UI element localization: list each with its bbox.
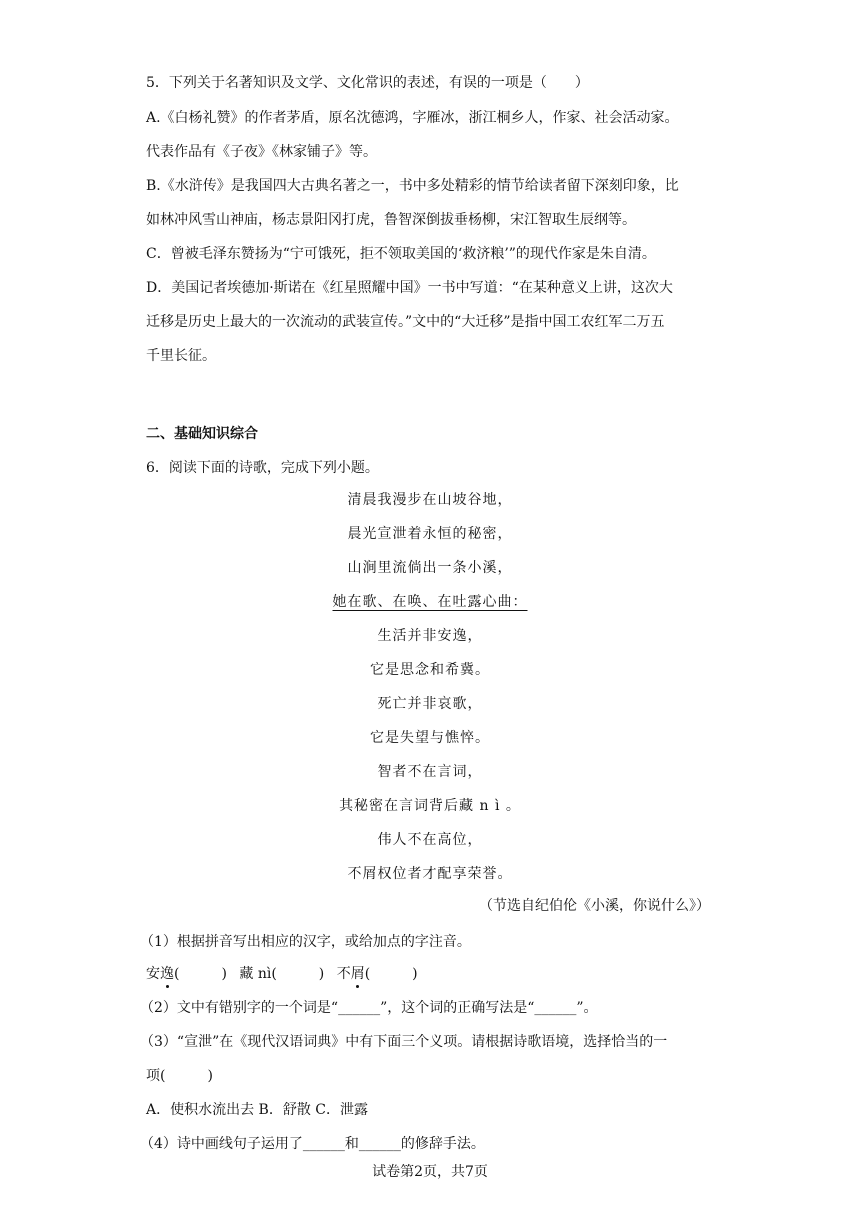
q5-option-d-line2: 迁移是历史上最大的一次流动的武装宣传。”文中的“大迁移”是指中国工农红军二万五	[146, 314, 665, 330]
item-b: 藏 nì( )	[239, 966, 325, 982]
poem-line-underlined: 她在歌、在唤、在吐露心曲：	[332, 594, 528, 610]
poem-source: （节选自纪伯伦《小溪，你说什么》）	[479, 898, 710, 914]
q5-option-a-line1: A.《白杨礼赞》的作者茅盾，原名沈德鸿，字雁冰，浙江桐乡人，作家、社会活动家。	[146, 110, 679, 126]
q6-sub3-line2: 项( )	[146, 1068, 213, 1084]
q5-option-c: C．曾被毛泽东赞扬为“宁可饿死，拒不领取美国的‘救济粮’”的现代作家是朱自清。	[146, 246, 656, 262]
dotted-char: 屑	[350, 966, 365, 982]
page-footer: 试卷第2页，共7页	[372, 1164, 488, 1180]
poem-line: 不屑权位者才配享荣誉。	[347, 866, 513, 882]
poem-line: 它是失望与憔悴。	[370, 730, 490, 746]
item-c-prefix: 不	[336, 966, 351, 982]
poem-line: 山涧里流倘出一条小溪，	[347, 560, 513, 576]
q5-option-a-line2: 代表作品有《子夜》《林家铺子》等。	[146, 144, 377, 160]
poem-line-underlined-wrap	[0, 592, 860, 612]
poem-line: 智者不在言词，	[377, 764, 483, 780]
answer-blank: ( )	[364, 966, 418, 982]
q6-sub1: （1）根据拼音写出相应的汉字，或给加点的字注音。	[140, 934, 471, 950]
poem-line: 其秘密在言词背后藏 n ì 。	[339, 798, 521, 814]
q6-sub3-line1: （3）“宣泄”在《现代汉语词典》中有下面三个义项。请根据诗歌语境，选择恰当的一	[140, 1034, 668, 1050]
dotted-char: 逸	[160, 966, 174, 982]
section-title: 二、基础知识综合	[146, 426, 258, 442]
q6-sub1-items	[146, 964, 418, 984]
q6-stem: 6．阅读下面的诗歌，完成下列小题。	[146, 460, 379, 476]
poem-line: 伟人不在高位，	[377, 832, 483, 848]
poem-line: 清晨我漫步在山坡谷地，	[347, 492, 513, 508]
poem-line: 生活并非安逸，	[377, 628, 483, 644]
q6-sub4: （4）诗中画线句子运用了______和______的修辞手法。	[140, 1136, 485, 1152]
q6-sub3-options: A．使积水流出去 B．舒散 C．泄露	[146, 1102, 369, 1118]
q6-sub2: （2）文中有错别字的一个词是“______”，这个词的正确写法是“______”。	[140, 1000, 598, 1016]
q5-option-d-line3: 千里长征。	[146, 348, 216, 364]
q5-stem: 5．下列关于名著知识及文学、文化常识的表述，有误的一项是（ ）	[146, 75, 589, 91]
answer-blank: ( )	[174, 966, 227, 982]
poem-line: 晨光宣泄着永恒的秘密，	[347, 526, 513, 542]
item-a-prefix: 安	[146, 966, 160, 982]
poem-line: 死亡并非哀歌，	[377, 696, 483, 712]
q5-option-b-line1: B.《水浒传》是我国四大古典名著之一，书中多处精彩的情节给读者留下深刻印象，比	[146, 178, 679, 194]
poem-line: 它是思念和希冀。	[370, 662, 490, 678]
q5-option-b-line2: 如林冲风雪山神庙，杨志景阳冈打虎，鲁智深倒拔垂杨柳，宋江智取生辰纲等。	[146, 212, 636, 228]
q5-option-d-line1: D．美国记者埃德加·斯诺在《红星照耀中国》一书中写道：“在某种意义上讲，这次大	[146, 280, 673, 296]
